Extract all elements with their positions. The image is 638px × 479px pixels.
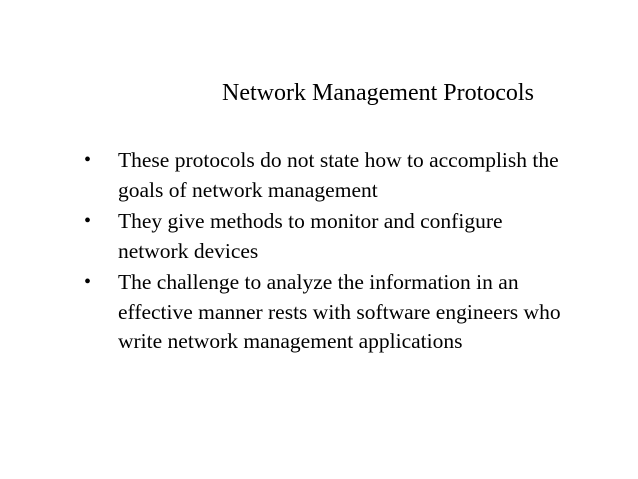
bullet-text-line: effective manner rests with software engineers who [118, 299, 561, 324]
bullet-item-challenge [84, 268, 632, 357]
bullet-text-line: They give methods to monitor and configure [118, 209, 503, 233]
bullet-item-protocol-purpose [84, 146, 632, 205]
bullet-text-line: These protocols do not state how to accomplish the [118, 148, 559, 172]
bullet-icon: • [84, 210, 92, 232]
bullet-text-line: The challenge to analyze the information in an [118, 270, 519, 294]
bullet-list [84, 146, 632, 359]
bullet-icon: • [84, 271, 92, 293]
bullet-item-methods [84, 207, 632, 266]
bullet-text-line: goals of network management [118, 177, 378, 202]
slide-title: Network Management Protocols [222, 80, 534, 106]
bullet-icon: • [84, 149, 92, 171]
bullet-text-line: write network management applications [118, 329, 463, 353]
bullet-text-line: network devices [118, 238, 259, 263]
